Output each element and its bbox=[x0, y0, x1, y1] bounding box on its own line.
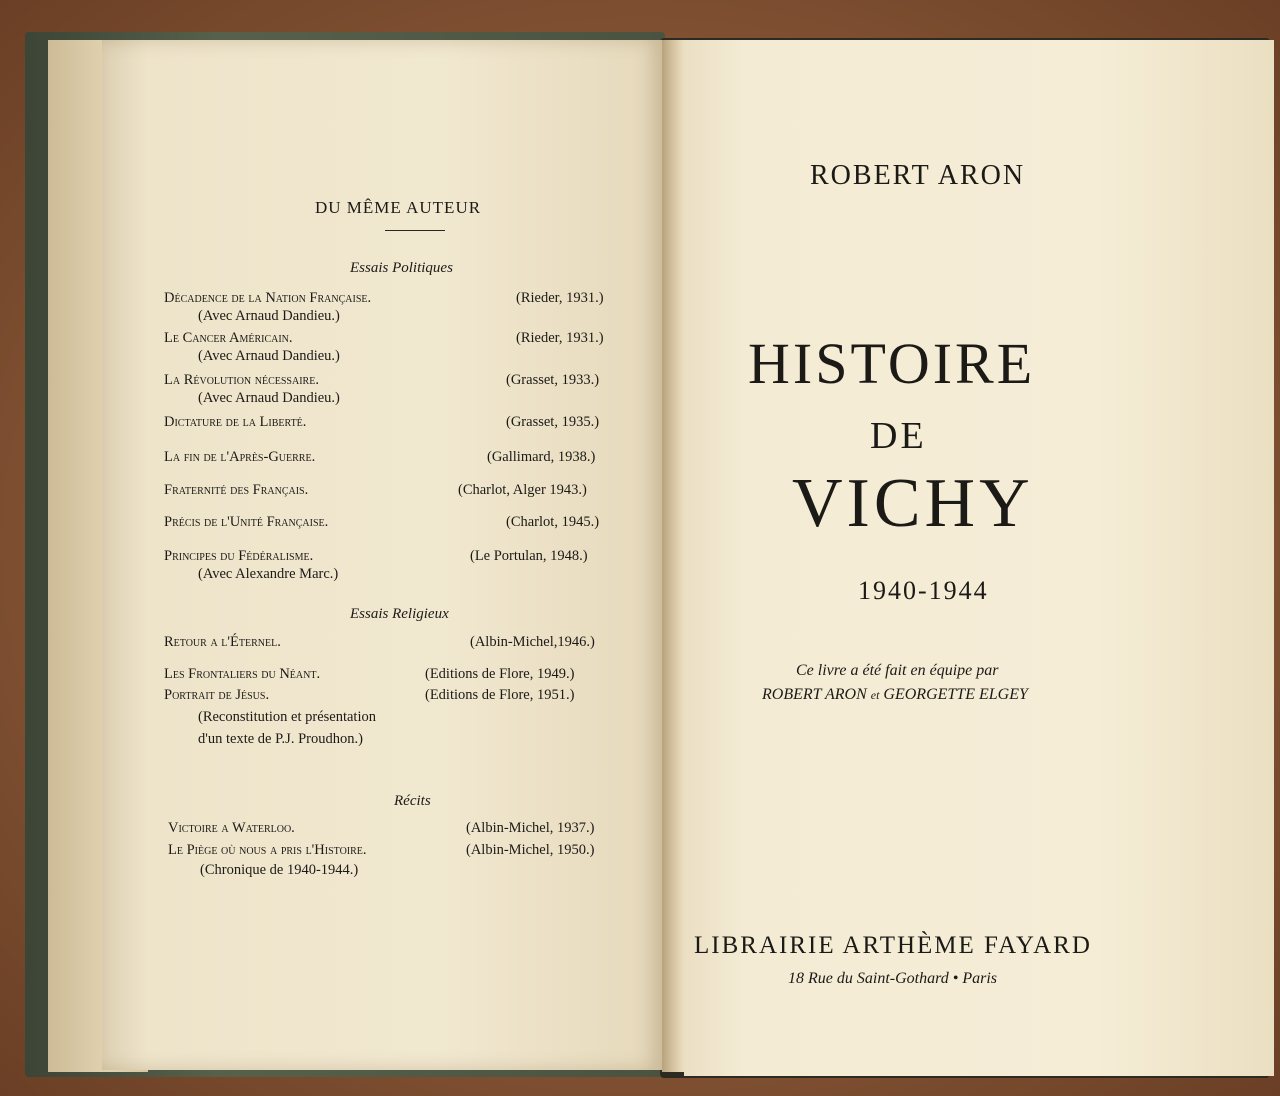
entry-publisher: (Albin-Michel,1946.) bbox=[470, 634, 595, 650]
entry-title: Les Frontaliers du Néant. bbox=[164, 666, 321, 682]
years: 1940-1944 bbox=[858, 576, 989, 605]
left-page bbox=[102, 40, 662, 1070]
entry-publisher: (Le Portulan, 1948.) bbox=[470, 548, 588, 564]
entry-title: Décadence de la Nation Française. bbox=[164, 290, 372, 306]
entry-publisher: (Editions de Flore, 1951.) bbox=[425, 687, 575, 703]
entry-publisher: (Editions de Flore, 1949.) bbox=[425, 666, 575, 682]
entry-title: Le Piège où nous a pris l'Histoire. bbox=[168, 842, 367, 858]
entry-title: Victoire a Waterloo. bbox=[168, 820, 295, 836]
title-line-2: DE bbox=[870, 415, 927, 457]
title-line-3: VICHY bbox=[792, 465, 1034, 542]
author-name: ROBERT ARON bbox=[810, 160, 1026, 191]
section-title: Récits bbox=[394, 793, 431, 809]
credit-conjunction: et bbox=[870, 688, 880, 702]
entry-title: Principes du Fédéralisme. bbox=[164, 548, 314, 564]
section-title: Essais Politiques bbox=[350, 260, 453, 276]
entry-publisher: (Charlot, 1945.) bbox=[506, 514, 600, 530]
entry-note: (Avec Arnaud Dandieu.) bbox=[198, 308, 340, 324]
entry-title: Retour a l'Éternel. bbox=[164, 634, 281, 650]
entry-title: Portrait de Jésus. bbox=[164, 687, 270, 703]
entry-note: d'un texte de P.J. Proudhon.) bbox=[198, 731, 363, 747]
heading-rule bbox=[385, 230, 445, 231]
entry-publisher: (Albin-Michel, 1950.) bbox=[466, 842, 595, 858]
entry-publisher: (Charlot, Alger 1943.) bbox=[458, 482, 587, 498]
entry-publisher: (Rieder, 1931.) bbox=[516, 290, 604, 306]
entry-note: (Chronique de 1940-1944.) bbox=[200, 862, 359, 878]
credit-names bbox=[762, 686, 1028, 704]
entry-publisher: (Grasset, 1935.) bbox=[506, 414, 600, 430]
publisher-name: LIBRAIRIE ARTHÈME FAYARD bbox=[694, 932, 1092, 959]
title-line-1: HISTOIRE bbox=[748, 331, 1036, 396]
entry-title: Précis de l'Unité Française. bbox=[164, 514, 329, 530]
section-title: Essais Religieux bbox=[350, 606, 449, 622]
entry-title: La Révolution nécessaire. bbox=[164, 372, 319, 388]
entry-title: Le Cancer Américain. bbox=[164, 330, 293, 346]
entry-publisher: (Grasset, 1933.) bbox=[506, 372, 600, 388]
publisher-address: 18 Rue du Saint-Gothard • Paris bbox=[788, 970, 997, 987]
entry-title: La fin de l'Après-Guerre. bbox=[164, 449, 316, 465]
credit-name-1: ROBERT ARON bbox=[762, 686, 867, 703]
entry-publisher: (Rieder, 1931.) bbox=[516, 330, 604, 346]
credit-name-2: GEORGETTE ELGEY bbox=[883, 686, 1028, 703]
entry-title: Fraternité des Français. bbox=[164, 482, 309, 498]
entry-note: (Avec Arnaud Dandieu.) bbox=[198, 390, 340, 406]
entry-note: (Reconstitution et présentation bbox=[198, 709, 376, 725]
gutter bbox=[662, 40, 684, 1072]
entry-publisher: (Albin-Michel, 1937.) bbox=[466, 820, 595, 836]
entry-note: (Avec Arnaud Dandieu.) bbox=[198, 348, 340, 364]
entry-note: (Avec Alexandre Marc.) bbox=[198, 566, 339, 582]
entry-publisher: (Gallimard, 1938.) bbox=[487, 449, 596, 465]
credit-line: Ce livre a été fait en équipe par bbox=[796, 662, 999, 679]
left-page-heading: DU MÊME AUTEUR bbox=[315, 198, 482, 217]
entry-title: Dictature de la Liberté. bbox=[164, 414, 307, 430]
right-page bbox=[684, 40, 1274, 1076]
